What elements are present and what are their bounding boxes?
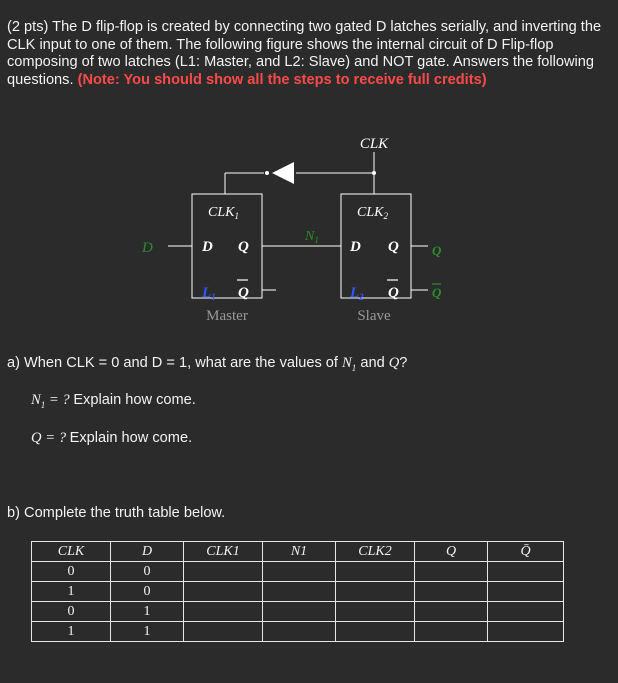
cell-d: 0: [111, 562, 184, 582]
truth-table-header: [32, 542, 564, 562]
flip-flop-diagram: [0, 0, 618, 340]
d-input-label: D: [142, 240, 153, 256]
n1-label: $N_1$: [305, 229, 319, 245]
cell-d: 0: [111, 582, 184, 602]
cell-n1[interactable]: [263, 562, 336, 582]
cell-d: 1: [111, 622, 184, 642]
slave-l-label: $L_2$: [350, 285, 364, 302]
table-row: [32, 582, 564, 602]
cell-n1[interactable]: [263, 602, 336, 622]
header-n1: N1: [263, 542, 336, 562]
cell-n1[interactable]: [263, 622, 336, 642]
master-clk-label: $CLK_1$: [208, 205, 239, 221]
cell-clk: 0: [32, 562, 111, 582]
cell-clk: 1: [32, 622, 111, 642]
cell-clk1[interactable]: [184, 622, 263, 642]
slave-clk-label: $CLK_2$: [357, 205, 388, 221]
cell-clk1[interactable]: [184, 562, 263, 582]
header-clk: CLK: [32, 542, 111, 562]
slave-qbar-pin: Q: [388, 285, 399, 301]
cell-q[interactable]: [415, 562, 488, 582]
question-text: The D flip-flop is created by connecting two gated D latches serially, and inverting the CLK input to one of them. The following figure shows the internal circuit of D Flip-flop composing of two latches (L1: Master, and L2: Slave) and NOT gate. Answers the following questions.: [7, 19, 602, 88]
master-l-label: $L_1$: [202, 285, 216, 302]
part-a-q-line: Q = ? Explain how come.: [31, 430, 193, 446]
cell-n1[interactable]: [263, 582, 336, 602]
cell-clk: 0: [32, 602, 111, 622]
table-row: [32, 622, 564, 642]
cell-clk2[interactable]: [336, 602, 415, 622]
qbar-output-label: Q: [432, 285, 442, 300]
part-b-prompt: b) Complete the truth table below.: [7, 505, 226, 521]
slave-d-pin: D: [350, 239, 361, 255]
table-row: [32, 562, 564, 582]
not-gate-bubble: [265, 171, 269, 175]
q-output-label: Q: [432, 243, 442, 258]
header-qbar: Q̄: [488, 542, 564, 562]
cell-q[interactable]: [415, 582, 488, 602]
truth-table: [31, 541, 564, 642]
clk-label: CLK: [359, 136, 389, 152]
part-a-prompt: a) When CLK = 0 and D = 1, what are the values of $N_1$ and Q?: [7, 355, 408, 373]
slave-name: Slave: [357, 308, 391, 324]
cell-qbar[interactable]: [488, 562, 564, 582]
master-d-pin: D: [202, 239, 213, 255]
cell-clk2[interactable]: [336, 622, 415, 642]
header-d: D: [111, 542, 184, 562]
header-q: Q: [415, 542, 488, 562]
master-name: Master: [206, 308, 248, 324]
master-q-pin: Q: [238, 239, 249, 255]
slave-q-pin: Q: [388, 239, 399, 255]
cell-clk: 1: [32, 582, 111, 602]
clk-junction: [372, 171, 376, 175]
cell-clk1[interactable]: [184, 602, 263, 622]
question-note: (Note: You should show all the steps to receive full credits): [77, 71, 487, 88]
cell-clk2[interactable]: [336, 582, 415, 602]
question-points: (2 pts): [7, 19, 49, 35]
cell-qbar[interactable]: [488, 582, 564, 602]
header-clk1: CLK1: [184, 542, 263, 562]
master-qbar-pin: Q: [238, 285, 249, 301]
cell-clk1[interactable]: [184, 582, 263, 602]
cell-qbar[interactable]: [488, 622, 564, 642]
cell-clk2[interactable]: [336, 562, 415, 582]
table-row: [32, 602, 564, 622]
cell-q[interactable]: [415, 622, 488, 642]
part-a-n1-line: $N_1$ = ? Explain how come.: [31, 392, 196, 410]
cell-d: 1: [111, 602, 184, 622]
cell-qbar[interactable]: [488, 602, 564, 622]
cell-q[interactable]: [415, 602, 488, 622]
header-clk2: CLK2: [336, 542, 415, 562]
not-gate-icon: [272, 162, 294, 184]
